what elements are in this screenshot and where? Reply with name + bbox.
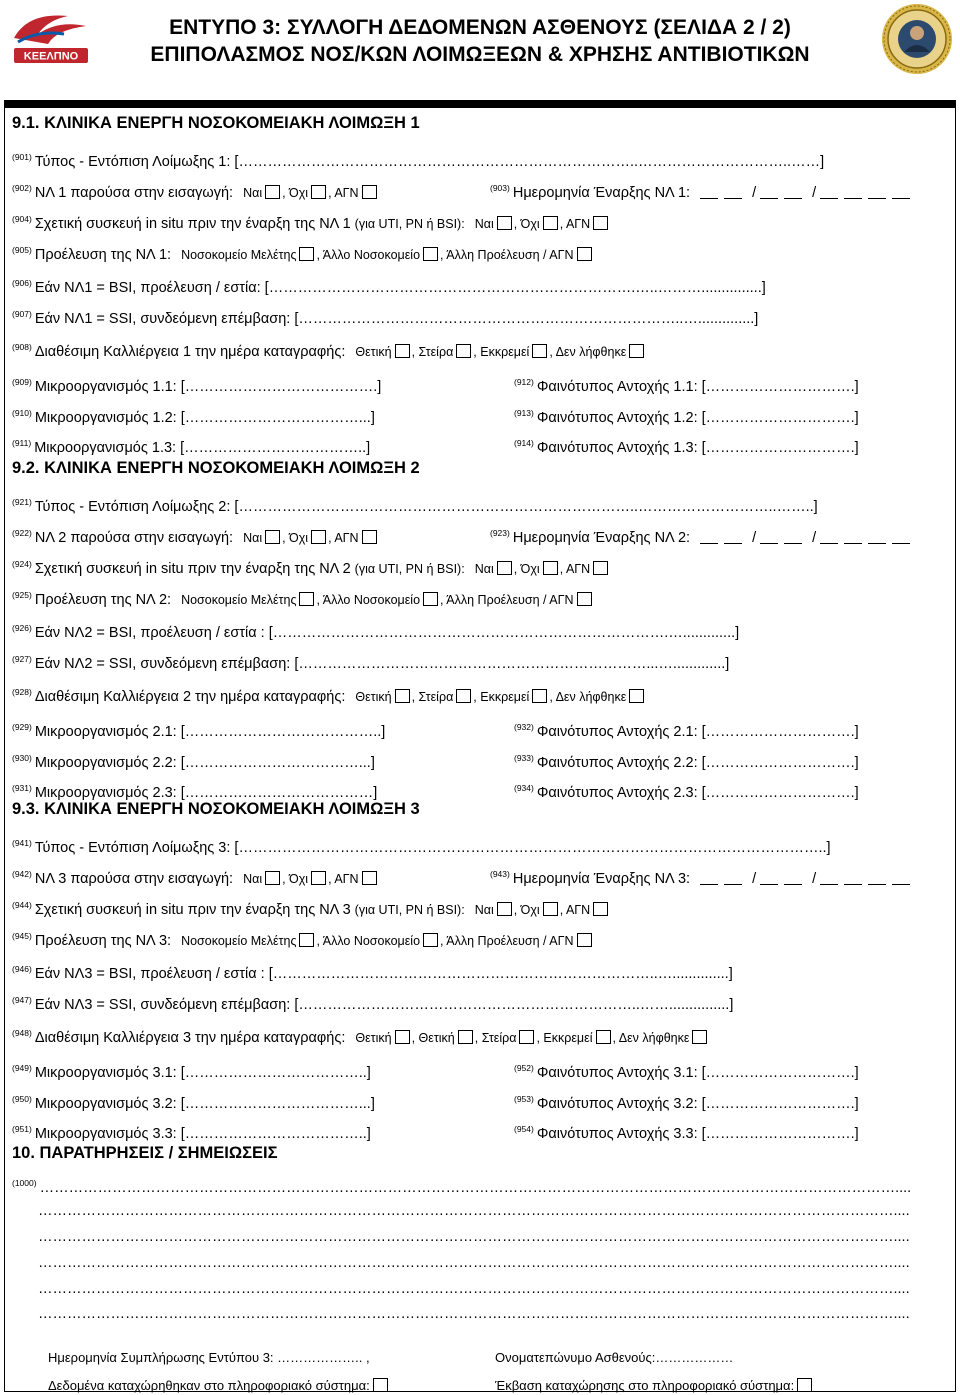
option-label: Νοσοκομείο Μελέτης (181, 592, 297, 607)
field-label: Εάν ΝΛ1 = SSI, συνδεόμενη επέμβαση: [……………………………………………………………………..…..............] (34, 310, 759, 327)
field-label: Φαινότυπος Αντοχής 3.3: [………………………….] (536, 1125, 859, 1142)
top-bar (5, 100, 955, 108)
option-label: , Δεν λήφθηκε (549, 689, 627, 704)
remarks-line-6[interactable]: …………………………………………………………………………………………………………………………………………………………….... (38, 1306, 910, 1322)
onset-date-row: $^{(943)}$ Ημερομηνία Έναρξης ΝΛ 3: / / (490, 863, 916, 890)
option-checkbox[interactable] (577, 247, 592, 261)
field-label: Φαινότυπος Αντοχής 1.2: [………………………….] (536, 409, 859, 426)
option-label: Ναι (243, 185, 263, 200)
option-checkbox[interactable] (311, 185, 326, 199)
data-exported-checkbox[interactable] (797, 1378, 812, 1392)
field-number: (904) (12, 214, 32, 224)
date-digit-field[interactable] (700, 872, 718, 885)
option-checkbox[interactable] (362, 185, 377, 199)
date-digit-field[interactable] (868, 872, 886, 885)
option-label: Θετική (355, 689, 392, 704)
field-label: Εάν ΝΛ1 = BSI, προέλευση / εστία: [………………………………………………………………….…..………...............] (34, 279, 766, 296)
field-number: (902) (12, 183, 32, 193)
field-label: Φαινότυπος Αντοχής 1.1: [………………………….] (536, 378, 859, 395)
option-checkbox[interactable] (299, 933, 314, 947)
field-label: Εάν ΝΛ2 = BSI, προέλευση / εστία : [……………………………………………………………………….….............] (34, 624, 740, 641)
option-label: , Άλλη Προέλευση / ΑΓΝ (440, 592, 574, 607)
option-label: Νοσοκομείο Μελέτης (181, 247, 297, 262)
field-number: (931) (12, 783, 32, 793)
completion-date-field[interactable]: Ημερομηνία Συμπλήρωσης Εντύπου 3: ……………….. , (48, 1350, 370, 1365)
option-checkbox[interactable] (395, 1030, 410, 1044)
option-checkbox[interactable] (423, 933, 438, 947)
option-label: , ΑΓΝ (328, 871, 359, 886)
onset-date-row: $^{(903)}$ Ημερομηνία Έναρξης ΝΛ 1: / / (490, 177, 916, 204)
option-checkbox[interactable] (362, 871, 377, 885)
microorganism-field[interactable] (12, 716, 385, 738)
field-label: Διαθέσιμη Καλλιέργεια 2 την ημέρα καταγραφής: (34, 688, 346, 705)
date-digit-field[interactable] (844, 186, 862, 199)
option-checkbox[interactable] (519, 1030, 534, 1044)
field-label: Εάν ΝΛ3 = BSI, προέλευση / εστία : [……………………………………………………………………..…..............] (34, 965, 733, 982)
resistance-phenotype-field[interactable] (514, 747, 859, 769)
option-checkbox[interactable] (629, 689, 644, 703)
field-label: Μικροοργανισμός 3.1: [………………………………..] (34, 1064, 371, 1081)
data-entered-checkbox[interactable] (373, 1378, 388, 1392)
field-label: Φαινότυπος Αντοχής 2.1: [………………………….] (536, 723, 859, 740)
date-digit-field[interactable] (820, 531, 838, 544)
option-label: , Όχι (282, 530, 309, 545)
field-label: Προέλευση της ΝΛ 1: (34, 246, 172, 263)
option-label: , Δεν λήφθηκε (612, 1030, 690, 1045)
field-label: Φαινότυπος Αντοχής 1.3: [………………………….] (536, 439, 859, 456)
date-digit-field[interactable] (724, 872, 742, 885)
option-checkbox[interactable] (593, 216, 608, 230)
field-number: (953) (514, 1094, 534, 1104)
option-label: Ναι (474, 902, 494, 917)
field-label: Μικροοργανισμός 3.3: [………………………………..] (34, 1125, 371, 1142)
date-digit-field[interactable] (784, 186, 802, 199)
resistance-phenotype-field[interactable] (514, 432, 859, 454)
option-label: , ΑΓΝ (328, 530, 359, 545)
field-label: ΝΛ 1 παρούσα στην εισαγωγή: (34, 184, 234, 201)
date-digit-field[interactable] (760, 872, 778, 885)
option-label: , ΑΓΝ (559, 216, 591, 231)
option-checkbox[interactable] (458, 1030, 473, 1044)
form-row (12, 522, 379, 544)
field-label: Μικροοργανισμός 2.3: […………………………………] (34, 784, 378, 801)
form-row (12, 303, 758, 325)
seal-logo (880, 2, 954, 76)
form-row (12, 958, 733, 980)
field-number: (907) (12, 309, 32, 319)
field-number: (951) (12, 1124, 32, 1134)
field-number: (925) (12, 590, 32, 600)
data-entered-row (48, 1378, 390, 1393)
resistance-phenotype-field[interactable] (514, 777, 859, 799)
form-row (12, 146, 824, 168)
date-digit-field[interactable] (760, 531, 778, 544)
field-number: (945) (12, 931, 32, 941)
date-digit-field[interactable] (820, 186, 838, 199)
option-label: , Στείρα (411, 689, 454, 704)
option-checkbox[interactable] (311, 530, 326, 544)
option-checkbox[interactable] (593, 561, 608, 575)
field-label: Διαθέσιμη Καλλιέργεια 3 την ημέρα καταγραφής: (34, 1029, 346, 1046)
remarks-line-2[interactable]: …………………………………………………………………………………………………………………………………………………………….... (38, 1203, 910, 1219)
field-number: (921) (12, 497, 32, 507)
option-label: , Δεν λήφθηκε (549, 344, 627, 359)
microorganism-field[interactable] (12, 747, 375, 769)
option-label: , Άλλο Νοσοκομείο (316, 247, 421, 262)
date-digit-field[interactable] (868, 531, 886, 544)
field-label: Μικροοργανισμός 2.2: [………………………………...] (34, 754, 375, 771)
field-label: Τύπος - Εντόπιση Λοίμωξης 2: [………………………………………………………………………..………………………..……..] (34, 498, 818, 515)
option-checkbox[interactable] (629, 344, 644, 358)
option-label: Θετική (355, 344, 392, 359)
form-row (12, 208, 610, 230)
section-title: 9.1. ΚΛΙΝΙΚΑ ΕΝΕΡΓΗ ΝΟΣΟΚΟΜΕΙΑΚΗ ΛΟΙΜΩΞΗ 1 (12, 114, 420, 132)
option-checkbox[interactable] (577, 592, 592, 606)
option-label: , Άλλο Νοσοκομείο (316, 933, 421, 948)
field-label: Φαινότυπος Αντοχής 3.1: [………………………….] (536, 1064, 859, 1081)
microorganism-field[interactable] (12, 371, 381, 393)
remarks-title: 10. ΠΑΡΑΤΗΡΗΣΕΙΣ / ΣΗΜΕΙΩΣΕΙΣ (12, 1144, 278, 1162)
field-number: (912) (514, 377, 534, 387)
form-row (12, 553, 610, 575)
microorganism-field[interactable] (12, 1057, 371, 1079)
field-number: (905) (12, 245, 32, 255)
date-digit-field[interactable] (892, 186, 910, 199)
option-label: Ναι (474, 561, 494, 576)
field-number: (901) (12, 152, 32, 162)
field-label: Σχετική συσκευή in situ πριν την έναρξη της ΝΛ 2 (34, 560, 351, 577)
page-title (0, 14, 960, 68)
option-checkbox[interactable] (265, 530, 280, 544)
form-row (12, 894, 610, 916)
field-number: (914) (514, 438, 534, 448)
option-checkbox[interactable] (423, 247, 438, 261)
data-exported-label: Έκβαση καταχώρησης στο πληροφοριακό σύστημα: (495, 1378, 795, 1393)
logo-text: ΚΕΕΛΠΝΟ (23, 50, 79, 63)
field-number: (952) (514, 1063, 534, 1073)
section-title: 9.3. ΚΛΙΝΙΚΑ ΕΝΕΡΓΗ ΝΟΣΟΚΟΜΕΙΑΚΗ ΛΟΙΜΩΞΗ 3 (12, 800, 420, 818)
onset-date-row: $^{(923)}$ Ημερομηνία Έναρξης ΝΛ 2: / / (490, 522, 916, 549)
resistance-phenotype-field[interactable] (514, 716, 859, 738)
field-number: (928) (12, 687, 32, 697)
option-label: , Θετική (411, 1030, 455, 1045)
option-checkbox[interactable] (265, 871, 280, 885)
field-label: Μικροοργανισμός 1.3: [………………………………..] (34, 439, 371, 456)
field-number: (947) (12, 995, 32, 1005)
option-label: Θετική (355, 1030, 392, 1045)
form-row (12, 1022, 709, 1044)
field-label: Εάν ΝΛ3 = SSI, συνδεόμενη επέμβαση: [……………………………………………………………..……...............] (34, 996, 734, 1013)
option-label: , Εκκρεμεί (473, 689, 530, 704)
date-digit-field[interactable] (784, 872, 802, 885)
field-note: (για UTI, PN ή BSI): (354, 902, 465, 917)
option-label: , Όχι (513, 561, 540, 576)
option-checkbox[interactable] (423, 592, 438, 606)
date-digit-field[interactable] (784, 531, 802, 544)
option-label: , Στείρα (411, 344, 454, 359)
field-number: (1000) (12, 1178, 37, 1188)
date-digit-field[interactable] (892, 531, 910, 544)
option-label: Ναι (474, 216, 494, 231)
option-label: , Εκκρεμεί (473, 344, 530, 359)
patient-name-field[interactable]: Ονοματεπώνυμο Ασθενούς:……………… (495, 1350, 734, 1365)
option-checkbox[interactable] (395, 689, 410, 703)
option-label: , Άλλο Νοσοκομείο (316, 592, 421, 607)
field-label: Ημερομηνία Έναρξης ΝΛ 2: (512, 529, 691, 546)
field-label: Προέλευση της ΝΛ 2: (34, 591, 172, 608)
date-digit-field[interactable] (724, 531, 742, 544)
field-label: Εάν ΝΛ2 = SSI, συνδεόμενη επέμβαση: [………………………………………………………………...….............] (34, 655, 730, 672)
field-number: (911) (12, 438, 32, 448)
option-label: , Όχι (282, 871, 309, 886)
field-label: Τύπος - Εντόπιση Λοίμωξης 1: [………………………………………………………………………..…………………………..……] (34, 153, 825, 170)
field-label: ΝΛ 3 παρούσα στην εισαγωγή: (34, 870, 234, 887)
form-row (12, 491, 818, 513)
option-checkbox[interactable] (456, 344, 471, 358)
form-row (12, 863, 379, 885)
field-number: (950) (12, 1094, 32, 1104)
field-number: (944) (12, 900, 32, 910)
option-checkbox[interactable] (311, 871, 326, 885)
field-label: Μικροοργανισμός 3.2: [………………………………...] (34, 1095, 375, 1112)
option-checkbox[interactable] (543, 561, 558, 575)
option-checkbox[interactable] (532, 689, 547, 703)
field-label: Μικροοργανισμός 2.1: […………………………………..] (34, 723, 386, 740)
field-number: (910) (12, 408, 32, 418)
option-checkbox[interactable] (265, 185, 280, 199)
option-checkbox[interactable] (299, 247, 314, 261)
date-digit-field[interactable] (892, 872, 910, 885)
field-label: Ημερομηνία Έναρξης ΝΛ 3: (512, 870, 691, 887)
option-checkbox[interactable] (395, 344, 410, 358)
date-digit-field[interactable] (820, 872, 838, 885)
field-number: (909) (12, 377, 32, 387)
form-row (12, 272, 766, 294)
option-label: , ΑΓΝ (328, 185, 359, 200)
remarks-line-1[interactable]: $^{(1000)}$ …………………………………………………………………………………………………………………………………………………………….... (12, 1178, 912, 1196)
form-row (12, 239, 594, 261)
field-number: (906) (12, 278, 32, 288)
field-label: Μικροοργανισμός 1.1: [………………………………….] (34, 378, 382, 395)
field-label: Φαινότυπος Αντοχής 3.2: [………………………….] (536, 1095, 859, 1112)
option-checkbox[interactable] (692, 1030, 707, 1044)
option-label: , Εκκρεμεί (536, 1030, 593, 1045)
form-row (12, 648, 729, 670)
option-label: , ΑΓΝ (559, 561, 591, 576)
option-checkbox[interactable] (497, 902, 512, 916)
data-exported-row (495, 1378, 814, 1393)
field-label: Σχετική συσκευή in situ πριν την έναρξη της ΝΛ 1 (34, 215, 351, 232)
resistance-phenotype-field[interactable] (514, 402, 859, 424)
option-checkbox[interactable] (596, 1030, 611, 1044)
option-label: Ναι (243, 871, 263, 886)
field-number: (927) (12, 654, 32, 664)
field-number: (954) (514, 1124, 534, 1134)
resistance-phenotype-field[interactable] (514, 1118, 859, 1140)
option-checkbox[interactable] (543, 902, 558, 916)
field-number: (903) (490, 183, 510, 193)
field-number: (934) (514, 783, 534, 793)
date-digit-field[interactable] (700, 531, 718, 544)
title-line-1: ΕΝΤΥΠΟ 3: ΣΥΛΛΟΓΗ ΔΕΔΟΜΕΝΩΝ ΑΣΘΕΝΟΥΣ (ΣΕΛΙΔΑ 2 / 2) (169, 16, 791, 39)
field-number: (941) (12, 838, 32, 848)
microorganism-field[interactable] (12, 1118, 371, 1140)
section-title: 9.2. ΚΛΙΝΙΚΑ ΕΝΕΡΓΗ ΝΟΣΟΚΟΜΕΙΑΚΗ ΛΟΙΜΩΞΗ 2 (12, 459, 420, 477)
field-number: (929) (12, 722, 32, 732)
form-row (12, 177, 379, 199)
option-label: Ναι (243, 530, 263, 545)
field-number: (913) (514, 408, 534, 418)
date-digit-field[interactable] (868, 186, 886, 199)
remarks-line-4[interactable]: …………………………………………………………………………………………………………………………………………………………….... (38, 1255, 910, 1271)
form-row (12, 925, 594, 947)
form-row (12, 832, 831, 854)
field-label: Σχετική συσκευή in situ πριν την έναρξη της ΝΛ 3 (34, 901, 351, 918)
option-checkbox[interactable] (577, 933, 592, 947)
option-label: , Όχι (282, 185, 309, 200)
field-note: (για UTI, PN ή BSI): (354, 561, 465, 576)
form-row (12, 617, 739, 639)
option-label: Νοσοκομείο Μελέτης (181, 933, 297, 948)
field-number: (949) (12, 1063, 32, 1073)
field-label: ΝΛ 2 παρούσα στην εισαγωγή: (34, 529, 234, 546)
option-checkbox[interactable] (497, 216, 512, 230)
option-checkbox[interactable] (593, 902, 608, 916)
option-checkbox[interactable] (299, 592, 314, 606)
microorganism-field[interactable] (12, 1088, 375, 1110)
form-row (12, 681, 646, 703)
field-label: Ημερομηνία Έναρξης ΝΛ 1: (512, 184, 691, 201)
field-number: (924) (12, 559, 32, 569)
option-label: , Όχι (513, 902, 540, 917)
field-note: (για UTI, PN ή BSI): (354, 216, 465, 231)
date-digit-field[interactable] (844, 531, 862, 544)
resistance-phenotype-field[interactable] (514, 1088, 859, 1110)
field-number: (932) (514, 722, 534, 732)
field-label: Φαινότυπος Αντοχής 2.3: [………………………….] (536, 784, 859, 801)
date-digit-field[interactable] (760, 186, 778, 199)
resistance-phenotype-field[interactable] (514, 1057, 859, 1079)
form-row (12, 584, 594, 606)
field-number: (946) (12, 964, 32, 974)
field-number: (948) (12, 1028, 32, 1038)
option-checkbox[interactable] (532, 344, 547, 358)
option-label: , Στείρα (474, 1030, 517, 1045)
field-label: Διαθέσιμη Καλλιέργεια 1 την ημέρα καταγραφής: (34, 343, 346, 360)
field-number: (923) (490, 528, 510, 538)
option-checkbox[interactable] (362, 530, 377, 544)
date-digit-field[interactable] (724, 186, 742, 199)
option-label: , Άλλη Προέλευση / ΑΓΝ (440, 247, 574, 262)
title-line-2: ΕΠΙΠΟΛΑΣΜΟΣ ΝΟΣ/ΚΩΝ ΛΟΙΜΩΞΕΩΝ & ΧΡΗΣΗΣ ΑΝΤΙΒΙΟΤΙΚΩΝ (150, 43, 810, 66)
remarks-line-3[interactable]: …………………………………………………………………………………………………………………………………………………………….... (38, 1229, 910, 1245)
remarks-line-5[interactable]: …………………………………………………………………………………………………………………………………………………………….... (38, 1281, 910, 1297)
option-label: , Όχι (513, 216, 540, 231)
option-label: , Άλλη Προέλευση / ΑΓΝ (440, 933, 574, 948)
field-number: (930) (12, 753, 32, 763)
field-number: (943) (490, 869, 510, 879)
option-label: , ΑΓΝ (559, 902, 591, 917)
form-row (12, 336, 646, 358)
field-label: Προέλευση της ΝΛ 3: (34, 932, 172, 949)
resistance-phenotype-field[interactable] (514, 371, 859, 393)
field-number: (908) (12, 342, 32, 352)
field-number: (942) (12, 869, 32, 879)
microorganism-field[interactable] (12, 432, 370, 454)
option-checkbox[interactable] (497, 561, 512, 575)
microorganism-field[interactable] (12, 777, 377, 799)
field-number: (922) (12, 528, 32, 538)
form-row (12, 989, 733, 1011)
option-checkbox[interactable] (543, 216, 558, 230)
field-label: Τύπος - Εντόπιση Λοίμωξης 3: […………………………………………………………………………………………………………..] (34, 839, 831, 856)
field-label: Μικροοργανισμός 1.2: [………………………………...] (34, 409, 375, 426)
date-digit-field[interactable] (700, 186, 718, 199)
microorganism-field[interactable] (12, 402, 375, 424)
data-entered-label: Δεδομένα καταχώρηθηκαν στο πληροφοριακό σύστημα: (48, 1378, 370, 1393)
option-checkbox[interactable] (456, 689, 471, 703)
field-number: (933) (514, 753, 534, 763)
field-number: (926) (12, 623, 32, 633)
field-label: Φαινότυπος Αντοχής 2.2: [………………………….] (536, 754, 859, 771)
date-digit-field[interactable] (844, 872, 862, 885)
